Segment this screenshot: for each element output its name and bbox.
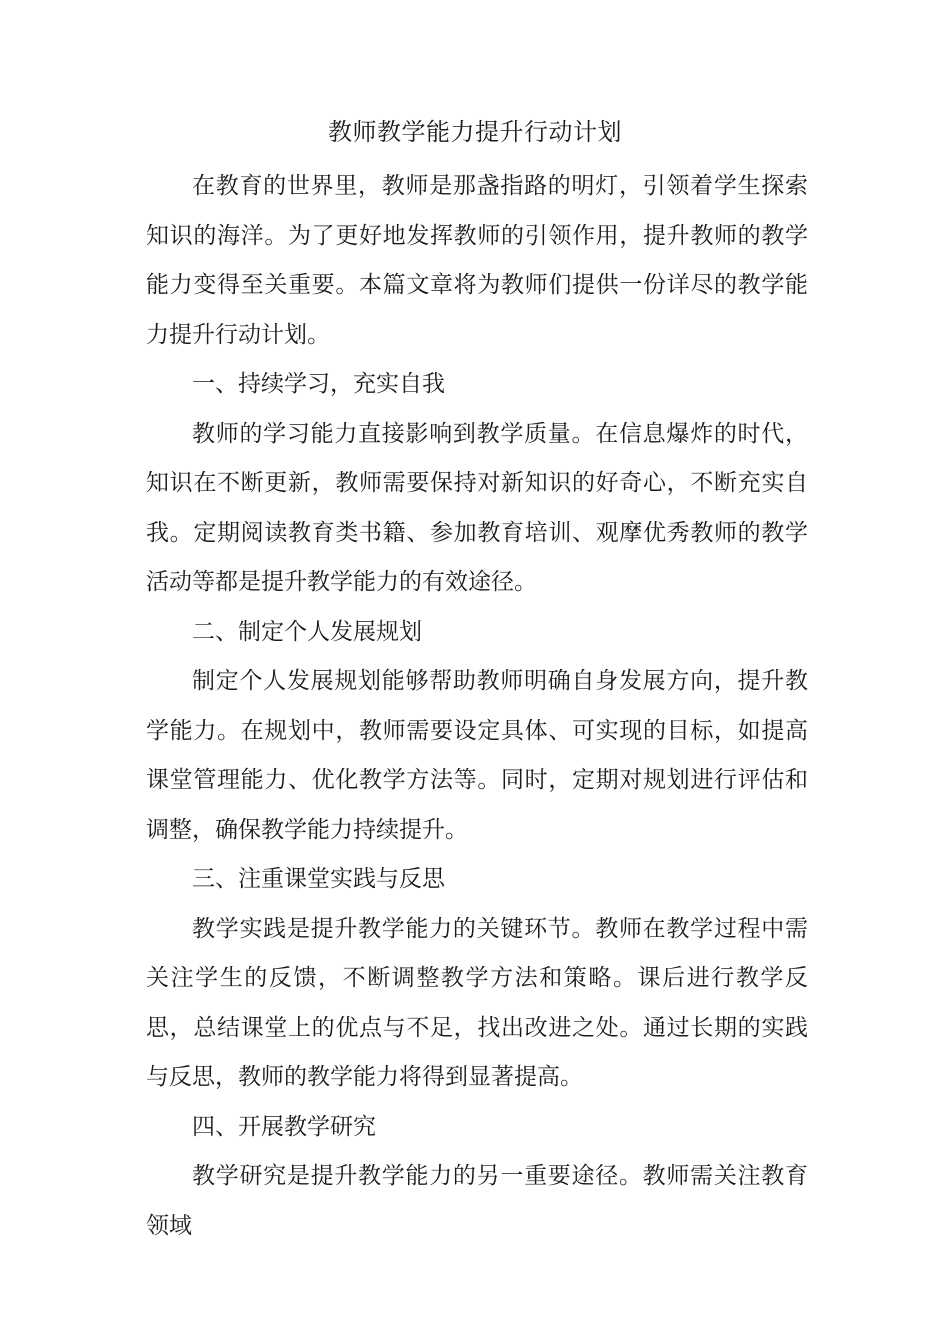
section-paragraph-1: 教师的学习能力直接影响到教学质量。在信息爆炸的时代，知识在不断更新，教师需要保持对新知识的好奇心，不断充实自我。定期阅读教育类书籍、参加教育培训、观摩优秀教师的教学活动等都是提升教学能力的有效途径。 <box>146 420 808 595</box>
section-heading-1: 一、持续学习，充实自我 <box>192 371 445 397</box>
intro-paragraph: 在教育的世界里，教师是那盏指路的明灯，引领着学生探索知识的海洋。为了更好地发挥教师的引领作用，提升教师的教学能力变得至关重要。本篇文章将为教师们提供一份详尽的教学能力提升行动计划。 <box>146 173 808 348</box>
section-paragraph-2: 制定个人发展规划能够帮助教师明确自身发展方向，提升教学能力。在规划中，教师需要设定具体、可实现的目标，如提高课堂管理能力、优化教学方法等。同时，定期对规划进行评估和调整，确保教学能力持续提升。 <box>146 668 808 843</box>
section-heading-2: 二、制定个人发展规划 <box>192 618 422 645</box>
section-heading-3: 三、注重课堂实践与反思 <box>192 866 445 892</box>
section-heading-4: 四、开展教学研究 <box>192 1113 376 1140</box>
document-title: 教师教学能力提升行动计划 <box>328 118 622 146</box>
section-paragraph-3: 教学实践是提升教学能力的关键环节。教师在教学过程中需关注学生的反馈，不断调整教学方法和策略。课后进行教学反思，总结课堂上的优点与不足，找出改进之处。通过长期的实践与反思，教师的教学能力将得到显著提高。 <box>146 915 808 1090</box>
section-paragraph-4: 教学研究是提升教学能力的另一重要途径。教师需关注教育领域 <box>146 1163 808 1239</box>
document-body <box>146 162 808 1251</box>
